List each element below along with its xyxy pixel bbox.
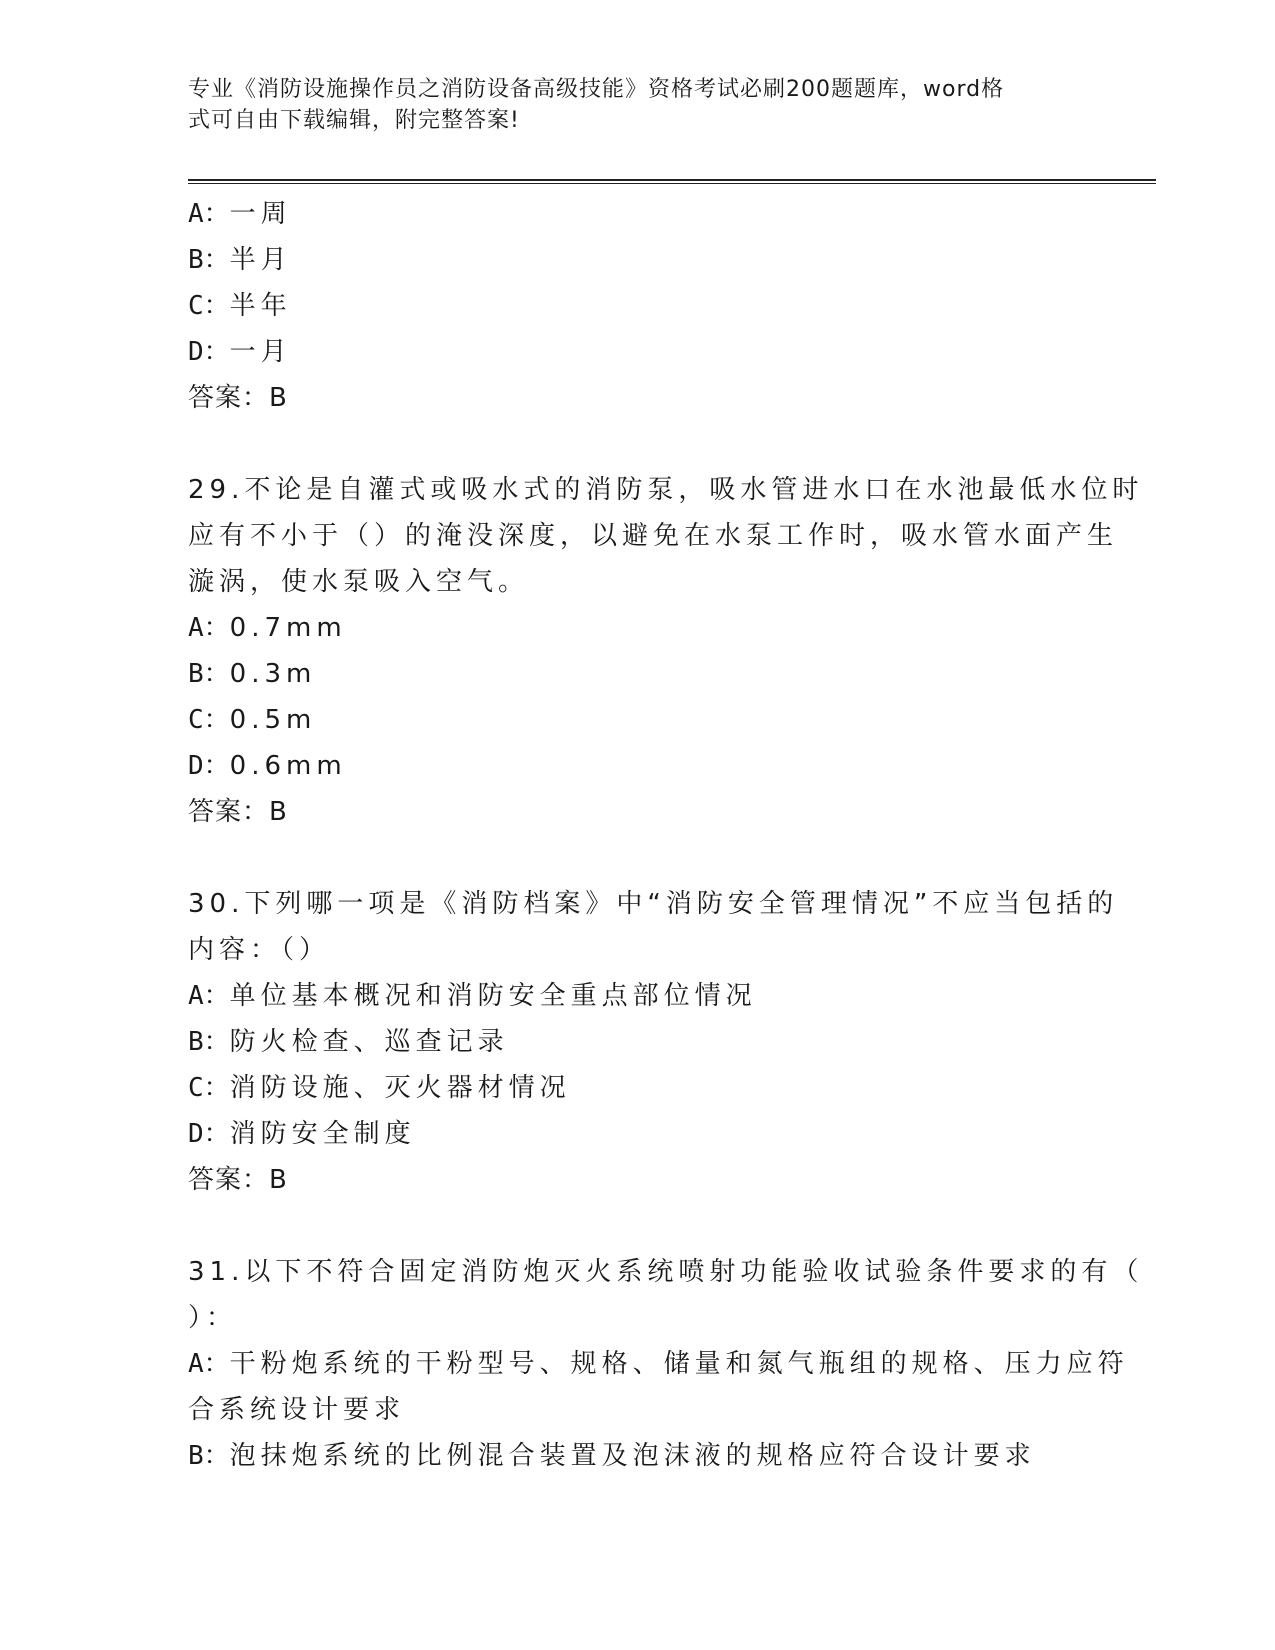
option-d: D：消防安全制度 — [188, 1119, 416, 1149]
option-a: A：一周 — [188, 199, 292, 229]
spacer — [188, 835, 1088, 881]
question-31 — [188, 1249, 1144, 1479]
option-a: A：0.7mm — [188, 613, 347, 643]
question-text-line: 29.不论是自灌式或吸水式的消防泵，吸水管进水口在水池最低水位时 — [188, 475, 1144, 505]
spacer — [188, 1203, 1088, 1249]
answer: 答案：B — [188, 383, 288, 413]
option-c: C：消防设施、灭火器材情况 — [188, 1073, 571, 1103]
option-d: D：一月 — [188, 337, 292, 367]
answer: 答案：B — [188, 797, 288, 827]
spacer — [188, 421, 1088, 467]
question-text-line: 30.下列哪一项是《消防档案》中“消防安全管理情况”不应当包括的 — [188, 889, 1119, 919]
question-30 — [188, 881, 1119, 1203]
option-b: B：防火检查、巡查记录 — [188, 1027, 509, 1057]
option-c: C：0.5m — [188, 705, 317, 735]
option-d: D：0.6mm — [188, 751, 347, 781]
question-29 — [188, 467, 1144, 835]
option-a: A：单位基本概况和消防安全重点部位情况 — [188, 981, 757, 1011]
question-text-line: 内容：（） — [188, 935, 331, 965]
option-a: A：干粉炮系统的干粉型号、规格、储量和氮气瓶组的规格、压力应符 — [188, 1349, 1129, 1379]
question-text-line: 漩涡，使水泵吸入空气。 — [188, 567, 530, 597]
question-text-line: 31.以下不符合固定消防炮灭火系统喷射功能验收试验条件要求的有（ — [188, 1257, 1144, 1287]
option-a-continuation: 合系统设计要求 — [188, 1395, 406, 1425]
option-c: C：半年 — [188, 291, 292, 321]
option-b: B：半月 — [188, 245, 292, 275]
question-text-line: 应有不小于（）的淹没深度，以避免在水泵工作时，吸水管水面产生 — [188, 521, 1119, 551]
option-b: B：0.3m — [188, 659, 317, 689]
document-header — [188, 74, 1068, 136]
answer: 答案：B — [188, 1165, 288, 1195]
question-text-line: ）： — [188, 1303, 238, 1333]
header-line-1: 专业《消防设施操作员之消防设备高级技能》资格考试必刷200题题库，word格 — [188, 77, 1005, 102]
header-divider — [188, 179, 1156, 184]
question-28 — [188, 191, 1088, 421]
question-body — [188, 191, 1144, 1479]
option-b: B：泡抹炮系统的比例混合装置及泡沫液的规格应符合设计要求 — [188, 1441, 1036, 1471]
header-line-2: 式可自由下载编辑，附完整答案! — [188, 108, 520, 133]
